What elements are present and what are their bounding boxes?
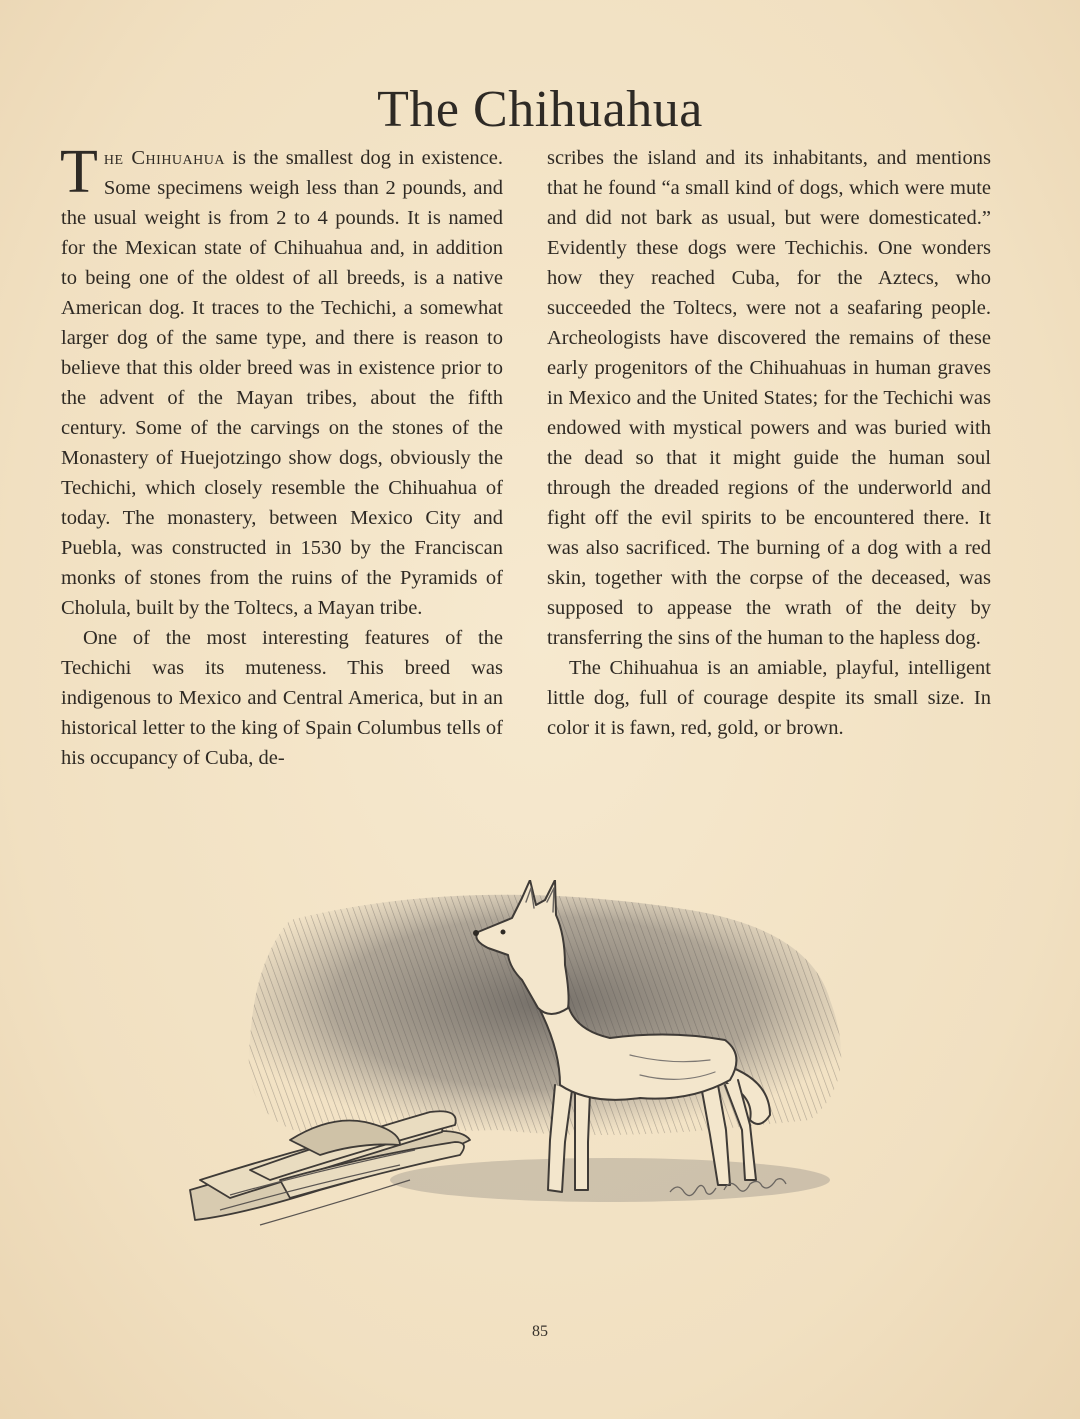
paragraph-1 xyxy=(60,138,503,623)
lead-small-caps: he Chihuahua xyxy=(103,147,225,169)
paragraph-2: One of the most interesting features of the Techichi was its muteness. This breed was indigenous to Mexico and Central America, but in an historical letter to the king of Spain Columbus tells of his occupancy of Cuba, de- xyxy=(61,627,503,769)
paragraph-2-continued: scribes the island and its inhabitants, and mentions that he found “a small kind of dogs, which were mute and did not bark as usual, but were domesticated.” Evidently these dogs were Techichis. One wonders how they reached Cuba, for the Aztecs, who succeeded the Toltecs, were not a seafaring people. Archeologists have discovered the remains of these early progenitors of the Chihuahuas in human graves in Mexico and the United States; for the Techichi was endowed with mystical powers and was buried with the dead so that it might guide the human soul through the dreaded regions of the underworld and fight off the evil spirits to be encountered there. It was also sacrificed. The burning of a dog with a red skin, together with the corpse of the deceased, was supposed to appease the wrath of the deity by transferring the sins of the human to the hapless dog. xyxy=(547,147,991,649)
left-column xyxy=(60,138,503,773)
paragraph-3: The Chihuahua is an amiable, playful, intelligent little dog, full of courage despite its small size. In color it is fawn, red, gold, or brown. xyxy=(547,657,991,739)
right-column xyxy=(547,143,991,743)
page-title: The Chihuahua xyxy=(377,81,703,138)
chihuahua-pencil-illustration xyxy=(170,880,910,1260)
ground-shadow xyxy=(390,1158,830,1202)
paragraph-1-text: is the smallest dog in existence. Some specimens weigh less than 2 pounds, and the usual weight is from 2 to 4 pounds. It is named for the Mexican state of Chihuahua and, in addition to being one of the oldest of all breeds, is a native American dog. It traces to the Techichi, a somewhat larger dog of the same type, and there is reason to believe that this older breed was in existence prior to the advent of the Mayan tribes, about the fifth century. Some of the carvings on the stones of the Monastery of Huejotzingo show dogs, obviously the Techichi, which closely resemble the Chihuahua of today. The monastery, between Mexico City and Puebla, was constructed in 1530 by the Franciscan monks of stones from the ruins of the Pyramids of Cholula, built by the Toltecs, a Mayan tribe. xyxy=(61,147,503,619)
page-number: 85 xyxy=(532,1323,548,1340)
drop-cap: T xyxy=(60,138,98,206)
